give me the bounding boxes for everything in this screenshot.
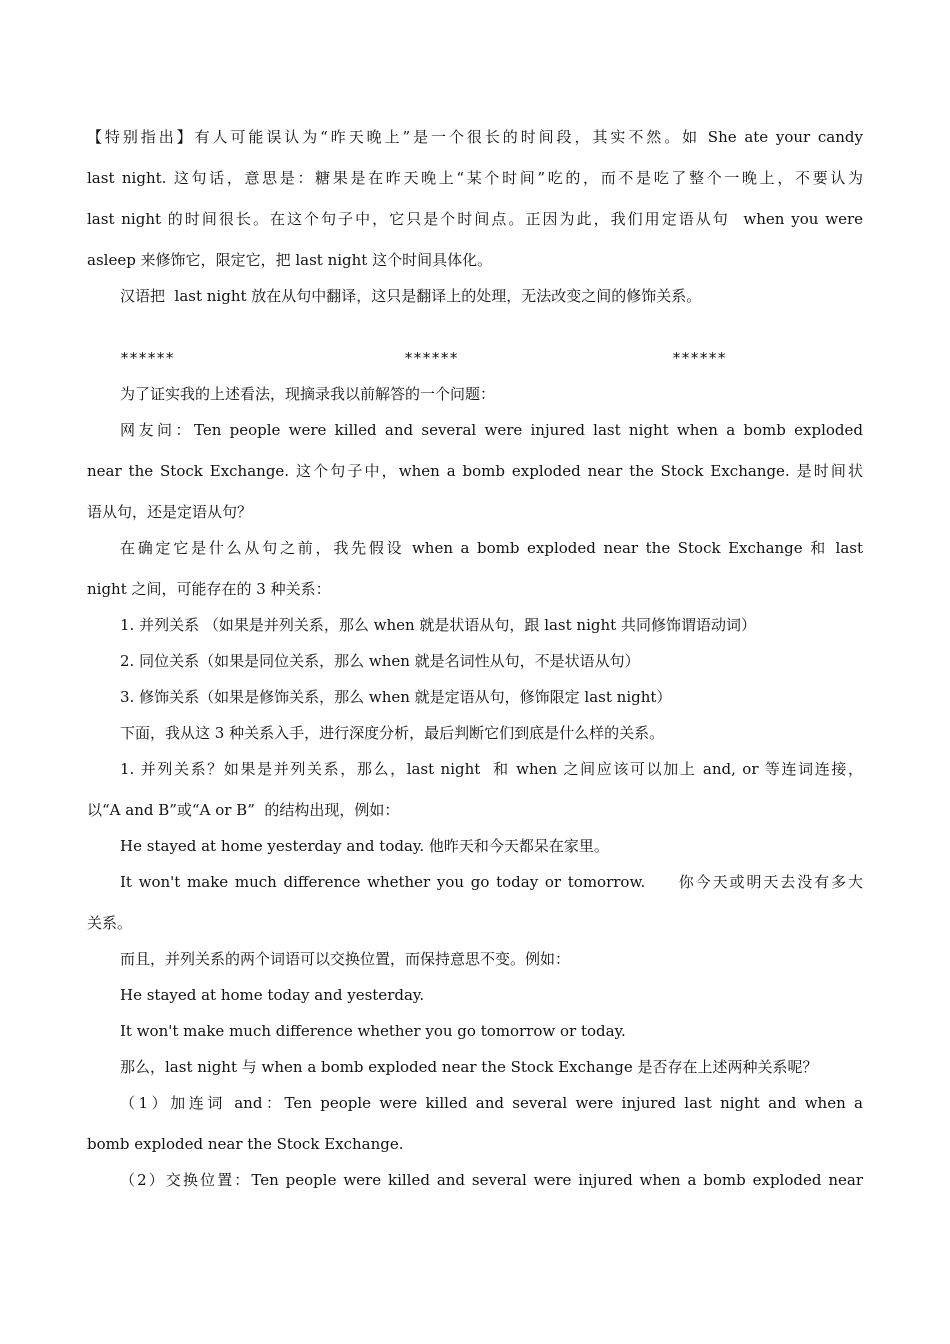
example-sentence-2-line-2: 关系。 bbox=[87, 914, 133, 932]
example-sentence-1: He stayed at home yesterday and today. 他昨天和今天都呆在家里。 bbox=[120, 837, 609, 855]
example-sentence-2-line-1: It won't make much difference whether you go today or tomorrow. 你今天或明天去没有多大 bbox=[120, 873, 863, 891]
paragraph-note-line-4: asleep 来修饰它，限定它，把 last night 这个时间具体化。 bbox=[87, 251, 493, 269]
paragraph-note-line-3: last night 的时间很长。在这个句子中，它只是个时间点。正因为此，我们用定语从句 when you were bbox=[87, 210, 863, 228]
separator-stars-1: ****** bbox=[120, 349, 175, 367]
question-line-1: 网友问：Ten people were killed and several were injured last night when a bomb exploded bbox=[120, 421, 863, 439]
analysis-1-line-1: 1. 并列关系？如果是并列关系，那么，last night 和 when 之间应该可以加上 and, or 等连词连接， bbox=[120, 760, 863, 778]
list-item-modifier: 3. 修饰关系（如果是修饰关系，那么 when 就是定语从句，修饰限定 last night） bbox=[120, 688, 672, 706]
list-item-coordinate: 1. 并列关系 （如果是并列关系，那么 when 就是状语从句，跟 last night 共同修饰谓语动词） bbox=[120, 616, 756, 634]
question-line-2: near the Stock Exchange. 这个句子中，when a bomb exploded near the Stock Exchange. 是时间状 bbox=[87, 462, 863, 480]
list-item-appositive: 2. 同位关系（如果是同位关系，那么 when 就是名词性从句，不是状语从句） bbox=[120, 652, 640, 670]
test-1-line-2: bomb exploded near the Stock Exchange. bbox=[87, 1135, 404, 1153]
test-1-line-1: （1）加连词 and：Ten people were killed and several were injured last night and when a bbox=[120, 1094, 863, 1112]
paragraph-intro: 为了证实我的上述看法，现摘录我以前解答的一个问题： bbox=[120, 385, 496, 403]
test-2-line-1: （2）交换位置：Ten people were killed and several were injured when a bomb exploded near bbox=[120, 1171, 863, 1189]
paragraph-swap-note: 而且，并列关系的两个词语可以交换位置，而保持意思不变。例如： bbox=[120, 950, 571, 968]
paragraph-question: 那么，last night 与 when a bomb exploded near the Stock Exchange 是否存在上述两种关系呢？ bbox=[120, 1058, 818, 1076]
paragraph-analysis-intro: 下面，我从这 3 种关系入手，进行深度分析，最后判断它们到底是什么样的关系。 bbox=[120, 724, 665, 742]
example-sentence-4: It won't make much difference whether you go tomorrow or today. bbox=[120, 1022, 626, 1040]
paragraph-note-line-1: 【特别指出】有人可能误认为“昨天晚上”是一个很长的时间段，其实不然。如 She ate your candy bbox=[87, 128, 863, 146]
hypothesis-line-2: night 之间，可能存在的 3 种关系： bbox=[87, 580, 331, 598]
paragraph-note-line-2: last night. 这句话，意思是：糖果是在昨天晚上“某个时间”吃的，而不是吃了整个一晚上，不要认为 bbox=[87, 169, 863, 187]
separator-stars-3: ****** bbox=[672, 349, 727, 367]
example-sentence-3: He stayed at home today and yesterday. bbox=[120, 986, 425, 1004]
separator-stars-2: ****** bbox=[404, 349, 459, 367]
hypothesis-line-1: 在确定它是什么从句之前，我先假设 when a bomb exploded near the Stock Exchange 和 last bbox=[120, 539, 863, 557]
analysis-1-line-2: 以“A and B”或“A or B” 的结构出现，例如： bbox=[87, 801, 400, 819]
question-line-3: 语从句，还是定语从句？ bbox=[87, 503, 253, 521]
paragraph-translation-note: 汉语把 last night 放在从句中翻译，这只是翻译上的处理，无法改变之间的修饰关系。 bbox=[120, 287, 702, 305]
